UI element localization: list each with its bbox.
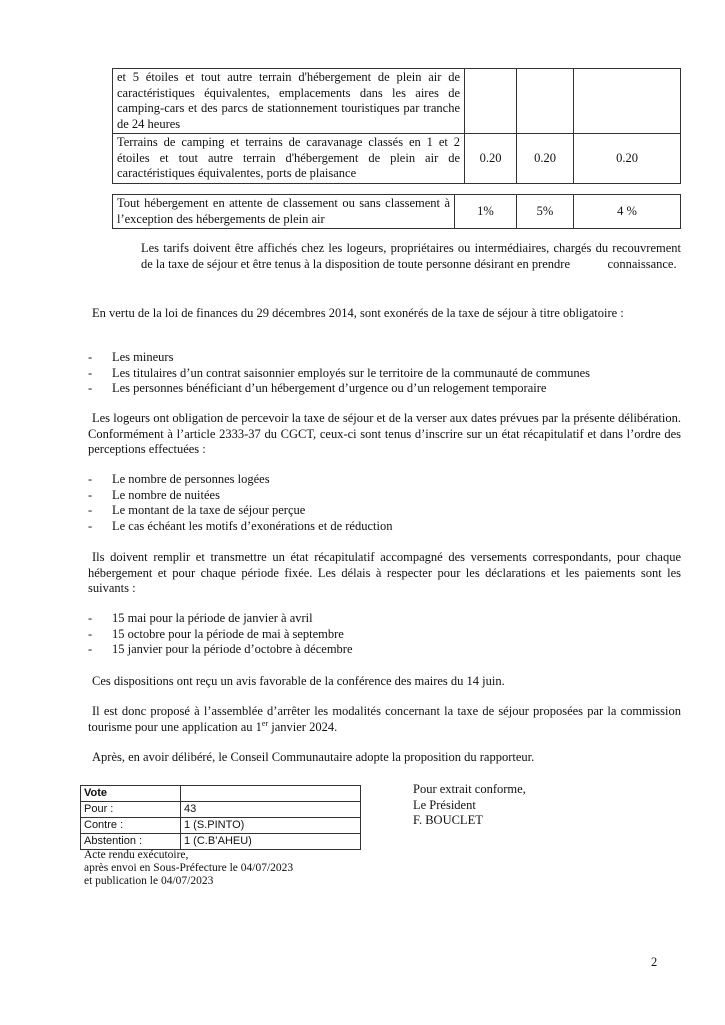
vote-value: 43	[181, 802, 361, 818]
rate-value: 0.20	[517, 134, 574, 184]
execution-line: et publication le 04/07/2023	[84, 875, 214, 887]
vote-label: Contre :	[81, 818, 181, 834]
list-item: - 15 octobre pour la période de mai à septembre	[88, 627, 688, 643]
list-item: - Le cas échéant les motifs d’exonérations et de réduction	[88, 519, 688, 535]
signature-line: Pour extrait conforme,	[413, 782, 526, 796]
list-item: - Les titulaires d’un contrat saisonnier employés sur le territoire de la communauté de communes	[88, 366, 688, 382]
signature-line: F. BOUCLET	[413, 813, 483, 827]
paragraph-remplir: Ils doivent remplir et transmettre un état récapitulatif accompagné des versements correspondants, pour chaque hébergement et pour chaque période fixée. Les délais à respecter pour les déclarations et les paiements sont les suivants :	[88, 550, 681, 595]
page-number: 2	[651, 955, 658, 969]
execution-line: après envoi en Sous-Préfecture le 04/07/2023	[84, 862, 294, 874]
list-item: - 15 mai pour la période de janvier à avril	[88, 611, 688, 627]
list-delais	[88, 611, 688, 658]
table-row	[113, 69, 681, 134]
execution-note	[84, 849, 384, 888]
rate-value	[517, 69, 574, 134]
list-item: - 15 janvier pour la période d’octobre à décembre	[88, 642, 688, 658]
vote-value: 1 (C.B’AHEU)	[181, 834, 361, 850]
list-exoneres	[88, 350, 688, 397]
vote-value: 1 (S.PINTO)	[181, 818, 361, 834]
paragraph-adopte: Après, en avoir délibéré, le Conseil Communautaire adopte la proposition du rapporteur.	[92, 750, 535, 764]
rate-value: 5%	[517, 195, 574, 229]
signature-line: Le Président	[413, 797, 476, 812]
paragraph-tarifs: Les tarifs doivent être affichés chez les logeurs, propriétaires ou intermédiaires, chargés du recouvrement de la taxe de séjour et être tenus à la disposition de toute personne désirant en prendre connaissance.	[141, 241, 685, 271]
execution-line: Acte rendu exécutoire,	[84, 849, 189, 861]
list-item: - Le nombre de personnes logées	[88, 472, 688, 488]
table-row	[81, 802, 361, 818]
signature-block	[413, 782, 633, 829]
rate-value	[465, 69, 517, 134]
propose-superscript: er	[261, 718, 269, 728]
rate-value: 1%	[455, 195, 517, 229]
vote-label: Pour :	[81, 802, 181, 818]
rates-table	[112, 68, 681, 184]
vote-header: Vote	[81, 786, 181, 802]
list-item: - Les mineurs	[88, 350, 688, 366]
table-row	[113, 134, 681, 184]
list-etat	[88, 472, 688, 534]
rate-value: 4 %	[574, 195, 681, 229]
vote-header-row	[81, 786, 361, 802]
paragraph-avis: Ces dispositions ont reçu un avis favorable de la conférence des maires du 14 juin.	[92, 674, 505, 688]
rate-description: Terrains de camping et terrains de caravanage classés en 1 et 2 étoiles et tout autre terrain d'hébergement de plein air de caractéristiques équivalentes, ports de plaisance	[113, 134, 465, 184]
rate-description: et 5 étoiles et tout autre terrain d'hébergement de plein air de caractéristiques équivalentes, emplacements dans les aires de camping-cars et des parcs de stationnement touristiques par tranche de 24 heures	[113, 69, 465, 134]
list-item: - Le nombre de nuitées	[88, 488, 688, 504]
vote-label: Abstention :	[81, 834, 181, 850]
list-item: - Les personnes bénéficiant d’un hébergement d’urgence ou d’un relogement temporaire	[88, 381, 688, 397]
table-row	[81, 834, 361, 850]
vote-table	[80, 785, 361, 850]
propose-text-end: janvier 2024.	[268, 719, 338, 734]
paragraph-logeurs: Les logeurs ont obligation de percevoir la taxe de séjour et de la verser aux dates prévues par la présente délibération. Conformément à l’article 2333-37 du CGCT, ceux-ci sont tenus d’inscrire sur un état récapitulatif et dans l’ordre des perceptions effectuées :	[88, 411, 681, 456]
rate-value	[574, 69, 681, 134]
paragraph-propose	[88, 704, 681, 735]
list-item: - Le montant de la taxe de séjour perçue	[88, 503, 688, 519]
propose-text: Il est donc proposé à l’assemblée d’arrêter les modalités concernant la taxe de séjour proposées par la commission tourisme pour une application au 1	[88, 704, 681, 734]
table-row	[113, 195, 681, 229]
rate-description: Tout hébergement en attente de classement ou sans classement à l’exception des hébergements de plein air	[113, 195, 455, 229]
pending-classification-table	[112, 194, 681, 229]
rate-value: 0.20	[465, 134, 517, 184]
table-row	[81, 818, 361, 834]
paragraph-exoneres: En vertu de la loi de finances du 29 décembres 2014, sont exonérés de la taxe de séjour à titre obligatoire :	[92, 306, 624, 320]
rate-value: 0.20	[574, 134, 681, 184]
